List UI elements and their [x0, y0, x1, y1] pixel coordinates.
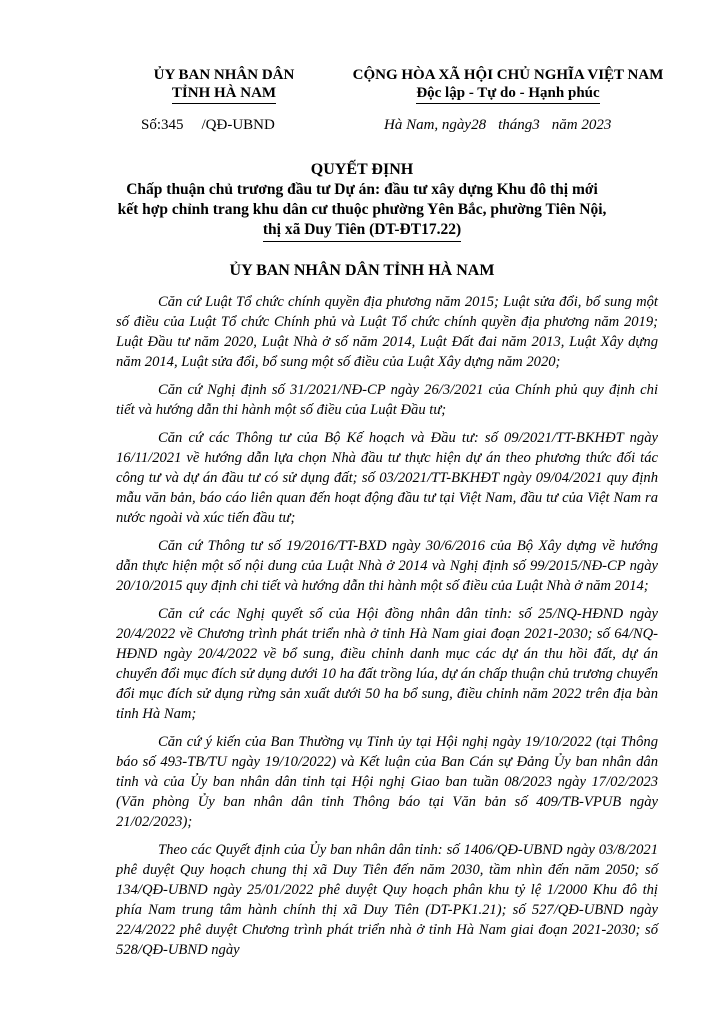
paragraph: Căn cứ Luật Tổ chức chính quyền địa phương năm 2015; Luật sửa đổi, bổ sung một số điều của Luật Tổ chức Chính phủ và Luật Tổ chức chính quyền địa phương năm 2019; Luật Đầu tư năm 2020, Luật Nhà ở số năm 2014, Luật Đất đai năm 2013, Luật Xây dựng năm 2014, Luật sửa đổi, bổ sung một số điều của Luật Xây dựng năm 2020; — [116, 294, 658, 370]
doc-number-suffix: /QĐ-UBND — [201, 117, 275, 133]
paragraph: Theo các Quyết định của Ủy ban nhân dân tỉnh: số 1406/QĐ-UBND ngày 03/8/2021 phê duyệt Quy hoạch chung thị xã Duy Tiên đến năm 2030, tầm nhìn đến năm 2050; số 134/QĐ-UBND ngày 25/01/2022 phê duyệt Quy hoạch phân khu tỷ lệ 1/2000 Khu đô thị phía Nam trung tâm hành chính thị xã Duy Tiên (DT-PK1.21); số 527/QĐ-UBND ngày 22/4/2022 phê duyệt Chương trình phát triển nhà ở tỉnh Hà Nam giai đoạn 2021-2030; số 528/QĐ-UBND ngày — [116, 842, 658, 958]
title-line-2: kết hợp chỉnh trang khu dân cư thuộc phường Yên Bắc, phường Tiên Nội, — [117, 201, 607, 218]
date-place: Hà Nam, ngày — [384, 117, 472, 133]
decision-title — [60, 160, 664, 242]
paragraph: Căn cứ ý kiến của Ban Thường vụ Tỉnh ủy tại Hội nghị ngày 19/10/2022 (tại Thông báo số 493-TB/TU ngày 19/10/2022) và Kết luận của Ban Cán sự Đảng Ủy ban nhân dân tỉnh và của Ủy ban nhân dân tỉnh tại Hội nghị Giao ban tuần 08/2023 ngày 17/02/2023 (Văn phòng Ủy ban nhân dân tỉnh Thông báo tại Văn bản số 409/TB-VPUB ngày 21/02/2023); — [116, 734, 658, 830]
national-motto — [318, 66, 698, 104]
document-number — [141, 117, 275, 134]
title-line-1: Chấp thuận chủ trương đầu tư Dự án: đầu tư xây dựng Khu đô thị mới — [126, 181, 598, 198]
title-main: QUYẾT ĐỊNH — [310, 161, 414, 178]
issue-date — [384, 117, 611, 134]
legal-basis-body — [116, 292, 658, 968]
doc-number-prefix: Số:345 — [141, 117, 184, 133]
date-day: 28 — [471, 117, 487, 133]
paragraph: Căn cứ các Thông tư của Bộ Kế hoạch và Đầu tư: số 09/2021/TT-BKHĐT ngày 16/11/2021 về hướng dẫn lựa chọn Nhà đầu tư thực hiện dự án theo phương thức đối tác công tư và dự án đầu tư có sử dụng đất; số 03/2021/TT-BKHĐT ngày 09/04/2021 quy định mẫu văn bản, báo cáo liên quan đến hoạt động đầu tư tại Việt Nam, đầu tư của Việt Nam ra nước ngoài và xúc tiến đầu tư; — [116, 430, 658, 526]
paragraph: Căn cứ Nghị định số 31/2021/NĐ-CP ngày 26/3/2021 của Chính phủ quy định chi tiết và hướng dẫn thi hành một số điều của Luật Đầu tư; — [116, 382, 658, 418]
issuing-organization — [120, 66, 328, 104]
issuing-authority-heading: ỦY BAN NHÂN DÂN TỈNH HÀ NAM — [229, 262, 495, 279]
date-month: 3 — [532, 117, 540, 133]
date-year: năm 2023 — [551, 117, 612, 133]
paragraph: Căn cứ các Nghị quyết số của Hội đồng nhân dân tỉnh: số 25/NQ-HĐND ngày 20/4/2022 về Chương trình phát triển nhà ở tỉnh Hà Nam giai đoạn 2021-2030; số 64/NQ-HĐND ngày 20/4/2022 về bổ sung, điều chỉnh danh mục các dự án thu hồi đất, dự án chuyển đổi mục đích sử dụng dưới 10 ha đất trồng lúa, dự án chấp thuận chủ trương chuyển đổi mục đích sử dụng rừng sản xuất dưới 50 ha bổ sung, điều chỉnh năm 2022 trên địa bàn tỉnh Hà Nam; — [116, 606, 658, 722]
paragraph: Căn cứ Thông tư số 19/2016/TT-BXD ngày 30/6/2016 của Bộ Xây dựng về hướng dẫn thực hiện một số nội dung của Luật Nhà ở 2014 và Nghị định số 99/2015/NĐ-CP ngày 20/10/2015 quy định chi tiết và hướng dẫn thi hành một số điều của Luật Nhà ở năm 2014; — [116, 538, 658, 594]
title-line-3: thị xã Duy Tiên (DT-ĐT17.22) — [263, 220, 461, 242]
org-line-1: ỦY BAN NHÂN DÂN — [153, 67, 295, 83]
date-month-label: tháng — [498, 117, 533, 133]
nation-line-1: CỘNG HÒA XÃ HỘI CHỦ NGHĨA VIỆT NAM — [352, 67, 664, 83]
org-line-2: TỈNH HÀ NAM — [172, 84, 276, 104]
nation-line-2: Độc lập - Tự do - Hạnh phúc — [416, 84, 599, 104]
